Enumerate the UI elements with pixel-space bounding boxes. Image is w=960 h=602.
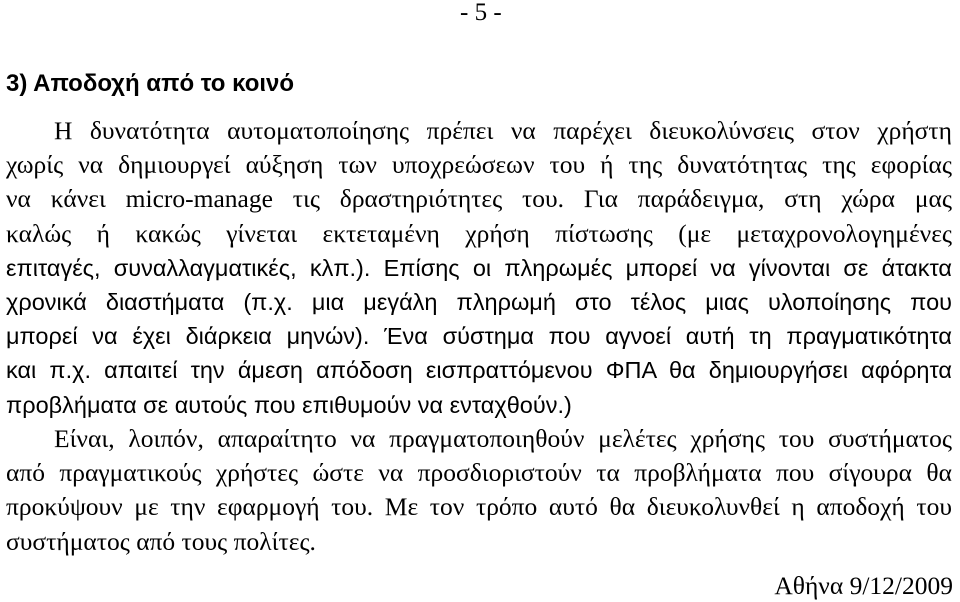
paragraph-line: καλώς ή κακώς γίνεται εκτεταμένη χρήση πίστωσης (με μεταχρονολογημένες [6, 218, 952, 248]
paragraph-line: Η δυνατότητα αυτοματοποίησης πρέπει να παρέχει διευκολύνσεις στον χρήστη [54, 116, 952, 145]
section-heading: 3) Αποδοχή από το κοινό [6, 70, 295, 97]
paragraph-line: προβλήματα σε αυτούς που επιθυμούν να ενταχθούν.) [6, 391, 572, 418]
paragraph-line: Είναι, λοιπόν, απαραίτητο να πραγματοποιηθούν μελέτες χρήσης του συστήματος [54, 424, 952, 453]
paragraph-line: μπορεί να έχει διάρκεια μηνών). Ένα σύστημα που αγνοεί αυτή τη πραγματικότητα [6, 323, 952, 350]
paragraph-line: χωρίς να δημιουργεί αύξηση των υποχρεώσεων του ή της δυνατότητας της εφορίας [6, 150, 952, 180]
paragraph-line: από πραγματικούς χρήστες ώστε να προσδιοριστούν τα προβλήματα που σίγουρα θα [6, 458, 952, 488]
paragraph-line: να κάνει micro-manage τις δραστηριότητες του. Για παράδειγμα, στη χώρα μας [6, 184, 952, 214]
paragraph-1 [6, 114, 952, 422]
page-number: - 5 - [460, 0, 502, 26]
paragraph-line: χρονικά διαστήματα (π.χ. μια μεγάλη πληρωμή στο τέλος μιας υλοποίησης που [6, 288, 952, 315]
paragraph-line: συστήματος από τους πολίτες. [6, 526, 316, 556]
paragraph-line: προκύψουν με την εφαρμογή του. Με τον τρόπο αυτό θα διευκολυνθεί η αποδοχή του [6, 492, 952, 522]
paragraph-line: και π.χ. απαιτεί την άμεση απόδοση εισπραττόμενου ΦΠΑ θα δημιουργήσει αφόρητα [6, 357, 952, 384]
paragraph-line: επιταγές, συναλλαγματικές, κλπ.). Επίσης οι πληρωμές μπορεί να γίνονται σε άτακτα [6, 254, 952, 281]
paragraph-2 [6, 422, 952, 559]
signature-date: Αθήνα 9/12/2009 [774, 571, 953, 600]
